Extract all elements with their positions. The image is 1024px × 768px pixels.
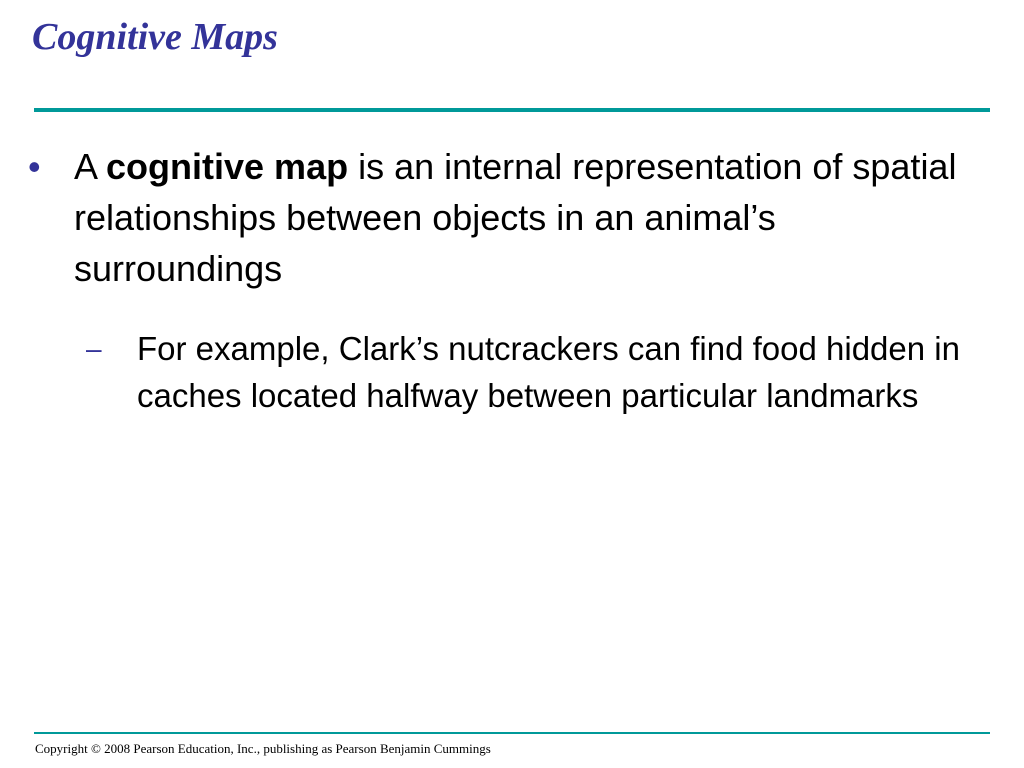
sub-bullet-marker: –: [86, 333, 102, 364]
slide-title: Cognitive Maps: [32, 16, 278, 58]
bullet-rest: is an internal representation of spatial relationships between objects in an animal’s surroundings: [74, 146, 957, 289]
copyright-footer: Copyright © 2008 Pearson Education, Inc., publishing as Pearson Benjamin Cummings: [35, 741, 491, 756]
bullet-marker: •: [28, 146, 41, 187]
bullet-prefix: A: [74, 146, 107, 187]
main-bullet: [28, 141, 958, 294]
footer-divider: [34, 732, 990, 734]
main-bullet-text: [74, 141, 958, 294]
sub-bullet: [86, 325, 976, 419]
title-divider: [34, 108, 990, 112]
sub-bullet-text: For example, Clark’s nutcrackers can find food hidden in caches located halfway between particular landmarks: [137, 330, 960, 414]
bullet-term: cognitive map: [106, 146, 349, 187]
